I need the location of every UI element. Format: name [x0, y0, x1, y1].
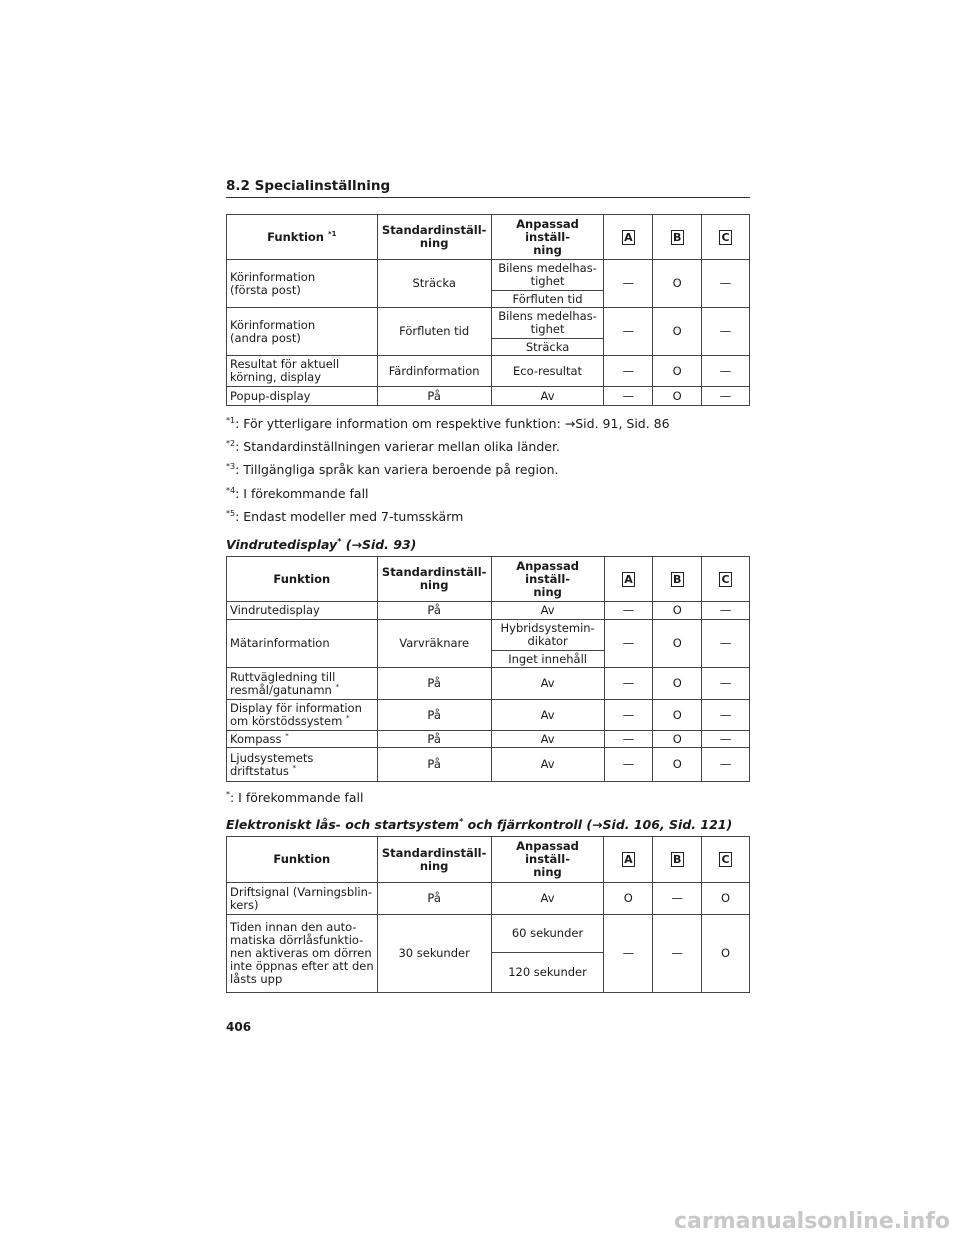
- letter-b-icon: B: [671, 852, 684, 867]
- table-row: Vindrutedisplay På Av — O —: [227, 602, 750, 620]
- header-standard: Standardinställ- ning: [377, 837, 491, 883]
- heading-vindrutedisplay: Vindrutedisplay* (→Sid. 93): [226, 536, 417, 552]
- footnote-4: $^{*4}$: I förekommande fall: [226, 485, 369, 501]
- table-row: Popup-display På Av — O —: [227, 387, 750, 406]
- header-col-a: [604, 557, 653, 602]
- table-row: Körinformation (andra post) Förfluten tid Bilens medelhas- tighet — O —: [227, 308, 750, 339]
- table-row: Tiden innan den auto- matiska dörrlåsfunktio- nen aktiveras om dörren inte öppnas efter att den låsts upp 30 sekunder 60 sekunder — — O: [227, 915, 750, 953]
- header-col-b: [653, 837, 702, 883]
- letter-b-icon: B: [671, 230, 684, 245]
- table-row: Körinformation (första post) Sträcka Bilens medelhas- tighet — O —: [227, 260, 750, 291]
- watermark: carmanualsonline.info: [674, 1209, 950, 1234]
- page-number: 406: [226, 1020, 252, 1034]
- header-standard: Standardinställ- ning: [377, 557, 491, 602]
- footnote-2: $^{*2}$: Standardinställningen varierar mellan olika länder.: [226, 438, 560, 454]
- header-col-c: [702, 837, 750, 883]
- header-anpassad: Anpassad inställ- ning: [491, 557, 604, 602]
- letter-a-icon: A: [622, 230, 635, 245]
- letter-c-icon: C: [719, 852, 732, 867]
- header-funktion: Funktion: [227, 557, 378, 602]
- footnote-3: $^{*3}$: Tillgängliga språk kan variera beroende på region.: [226, 461, 559, 477]
- table-row: Resultat för aktuell körning, display Färdinformation Eco-resultat — O —: [227, 356, 750, 387]
- letter-c-icon: C: [719, 572, 732, 587]
- footnote-forekommande: *: I förekommande fall: [226, 789, 364, 805]
- table-vindrutedisplay: Funktion Standardinställ- ning Anpassad inställ- ning A B C Vindrutedisplay På Av — O — Mätarinformation Varvräknare Hybridsystemin- dikator — O — Inget innehåll Ruttvägledning till resmål/gatunamn * På Av — O — Display för information om körstödssystem * På Av — O — Kompass * På Av — O — Ljudsystemets driftstatus * På Av — O —: [226, 556, 750, 782]
- footnote-5: $^{*5}$: Endast modeller med 7-tumsskärm: [226, 508, 464, 524]
- header-col-b: [653, 215, 702, 260]
- header-col-a: [604, 837, 653, 883]
- letter-a-icon: A: [622, 852, 635, 867]
- header-anpassad: Anpassad inställ- ning: [491, 215, 604, 260]
- table-row: Ljudsystemets driftstatus * På Av — O —: [227, 748, 750, 782]
- header-anpassad: Anpassad inställ- ning: [491, 837, 604, 883]
- header-col-c: [702, 557, 750, 602]
- header-funktion: Funktion $^{*1}$: [227, 215, 378, 260]
- header-col-c: [702, 215, 750, 260]
- table-row: Display för information om körstödssystem * På Av — O —: [227, 700, 750, 731]
- header-col-a: [604, 215, 653, 260]
- header-col-b: [653, 557, 702, 602]
- header-standard: Standardinställ- ning: [377, 215, 491, 260]
- letter-b-icon: B: [671, 572, 684, 587]
- heading-elektroniskt-las: Elektroniskt lås- och startsystem* och fjärrkontroll (→Sid. 106, Sid. 121): [226, 816, 733, 832]
- footnote-1: $^{*1}$: För ytterligare information om respektive funktion: →Sid. 91, Sid. 86: [226, 415, 670, 431]
- section-title: 8.2 Specialinställning: [226, 178, 750, 198]
- letter-c-icon: C: [719, 230, 732, 245]
- table-display-settings: Funktion $^{*1}$ Standardinställ- ning Anpassad inställ- ning A B C Körinformation (första post) Sträcka Bilens medelhas- tighet — O — Förfluten tid Körinformation (andra post) Förfluten tid Bilens medelhas- tighet — O — Sträcka Resultat för aktuell körning, display Färdinformation Eco-resultat — O — Popup-display På Av — O —: [226, 214, 750, 406]
- header-funktion: Funktion: [227, 837, 378, 883]
- table-row: Driftsignal (Varningsblin- kers) På Av O — O: [227, 883, 750, 915]
- table-row: Ruttvägledning till resmål/gatunamn * På Av — O —: [227, 668, 750, 700]
- table-elektroniskt-las: Funktion Standardinställ- ning Anpassad inställ- ning A B C Driftsignal (Varningsblin- kers) På Av O — O Tiden innan den auto- matiska dörrlåsfunktio- nen aktiveras om dörren inte öppnas efter att den låsts upp 30 sekunder 60 sekunder — — O 120 sekunder: [226, 836, 750, 993]
- table-row: Kompass * På Av — O —: [227, 731, 750, 748]
- letter-a-icon: A: [622, 572, 635, 587]
- table-row: Mätarinformation Varvräknare Hybridsystemin- dikator — O —: [227, 620, 750, 651]
